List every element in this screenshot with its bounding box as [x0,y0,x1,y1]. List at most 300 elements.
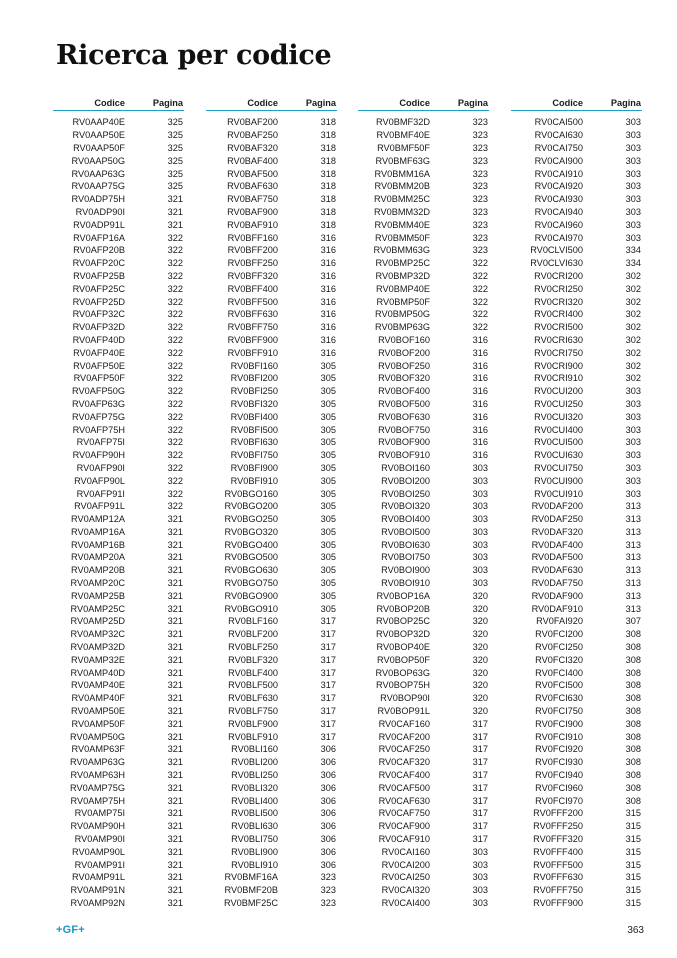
page-reference: 305 [320,424,336,435]
page-reference: 303 [625,232,641,243]
page-reference: 303 [472,526,488,537]
table-row [358,756,489,769]
page-reference: 316 [320,245,336,256]
page-reference: 325 [167,181,183,192]
page-reference: 305 [320,488,336,499]
index-column-4 [511,94,642,909]
page-reference: 306 [320,795,336,806]
table-row [358,372,489,385]
table-row [511,372,642,385]
page-reference: 316 [320,232,336,243]
page-reference: 303 [625,462,641,473]
page-reference: 303 [625,219,641,230]
page-reference: 320 [472,642,488,653]
table-row [358,308,489,321]
product-code: RV0BFF750 [227,322,278,333]
page-reference: 313 [625,590,641,601]
page-reference: 323 [472,206,488,217]
page-reference: 318 [320,117,336,128]
page-reference: 317 [472,782,488,793]
table-row [206,564,337,577]
page-reference: 325 [167,130,183,141]
product-code: RV0BLF500 [228,680,278,691]
page-reference: 303 [472,514,488,525]
page-reference: 321 [167,770,183,781]
page-reference: 321 [167,526,183,537]
table-row [53,564,184,577]
table-row [358,423,489,436]
table-row [53,231,184,244]
product-code: RV0BLI910 [231,859,278,870]
page-reference: 321 [167,206,183,217]
page-reference: 322 [472,309,488,320]
page-reference: 320 [472,706,488,717]
product-code: RV0BOP20B [376,603,430,614]
page-reference: 303 [625,386,641,397]
table-row [206,436,337,449]
product-code: RV0FCI970 [535,795,583,806]
page-reference: 320 [472,680,488,691]
product-code: RV0BOF400 [378,386,430,397]
header-page: Pagina [610,98,641,108]
product-code: RV0AFP50F [73,373,125,384]
page-reference: 317 [472,757,488,768]
page-reference: 306 [320,846,336,857]
page-reference: 302 [625,296,641,307]
table-row [511,398,642,411]
product-code: RV0DAF750 [531,578,583,589]
table-row [358,845,489,858]
table-row [53,372,184,385]
page-reference: 308 [625,680,641,691]
product-code: RV0BMP40E [376,283,430,294]
table-row [206,154,337,167]
page-reference: 318 [320,181,336,192]
table-row [511,513,642,526]
page-reference: 317 [320,706,336,717]
product-code: RV0BLI200 [231,757,278,768]
product-code: RV0CUI900 [534,475,583,486]
product-code: RV0AFP91I [76,488,125,499]
page-reference: 322 [472,296,488,307]
page-reference: 303 [625,194,641,205]
table-row [53,794,184,807]
product-code: RV0BOF900 [378,437,430,448]
product-code: RV0DAF320 [531,526,583,537]
product-code: RV0BFF900 [227,334,278,345]
product-code: RV0CAI400 [381,898,430,908]
product-code: RV0BAF400 [227,155,278,166]
table-row [511,385,642,398]
table-row [511,282,642,295]
product-code: RV0CLVI630 [530,258,583,269]
table-row [358,653,489,666]
product-code: RV0AMP50E [71,706,125,717]
table-row [511,666,642,679]
product-code: RV0DAF200 [531,501,583,512]
page-reference: 323 [472,181,488,192]
product-code: RV0AMP20A [71,552,125,563]
table-row [53,666,184,679]
product-code: RV0AFP16A [73,232,125,243]
table-row [511,244,642,257]
table-row [53,321,184,334]
table-row [53,270,184,283]
page-reference: 302 [625,270,641,281]
table-row [206,807,337,820]
table-row [511,897,642,910]
product-code: RV0AMP20C [70,578,125,589]
page-reference: 322 [167,309,183,320]
page-reference: 305 [320,539,336,550]
page-reference: 305 [320,437,336,448]
product-code: RV0AMP40D [70,667,125,678]
product-code: RV0AMP90I [74,834,125,845]
table-row [206,372,337,385]
table-row [206,129,337,142]
product-code: RV0BAF200 [227,117,278,128]
page-reference: 308 [625,782,641,793]
header-page: Pagina [305,98,336,108]
product-code: RV0CUI320 [534,411,583,422]
page-reference: 321 [167,693,183,704]
page-reference: 306 [320,782,336,793]
table-row [53,385,184,398]
page-reference: 334 [625,258,641,269]
product-code: RV0BFI900 [230,462,278,473]
product-code: RV0CAF160 [378,718,430,729]
page-reference: 305 [320,373,336,384]
product-code: RV0FCI400 [535,667,583,678]
table-row [358,577,489,590]
page-reference: 325 [167,142,183,153]
product-code: RV0BOP91L [377,706,430,717]
product-code: RV0BOI320 [381,501,430,512]
product-code: RV0BLF630 [228,693,278,704]
table-row [358,167,489,180]
page-reference: 305 [320,552,336,563]
table-row [511,270,642,283]
product-code: RV0BFI200 [230,373,278,384]
table-row [53,602,184,615]
product-code: RV0BOI750 [381,552,430,563]
page-reference: 303 [472,539,488,550]
product-code: RV0BLI320 [231,782,278,793]
product-code: RV0CAI930 [534,194,583,205]
product-code: RV0ADP75H [71,194,125,205]
page-reference: 316 [320,270,336,281]
table-row [358,871,489,884]
table-row [358,462,489,475]
page-reference: 313 [625,526,641,537]
page-reference: 305 [320,398,336,409]
page-reference: 317 [320,654,336,665]
product-code: RV0BMM25C [374,194,430,205]
table-row [358,564,489,577]
page-reference: 303 [472,578,488,589]
table-row [358,295,489,308]
table-row [358,398,489,411]
table-row [206,794,337,807]
product-code: RV0BFI400 [230,411,278,422]
page-reference: 321 [167,603,183,614]
product-code: RV0CAI940 [534,206,583,217]
page-reference: 308 [625,795,641,806]
page-reference: 306 [320,757,336,768]
product-code: RV0DAF500 [531,552,583,563]
table-row [53,730,184,743]
page-reference: 323 [472,194,488,205]
page-reference: 306 [320,859,336,870]
product-code: RV0AMP63H [70,770,125,781]
page-reference: 317 [320,693,336,704]
table-row [511,474,642,487]
product-code: RV0BAF750 [227,194,278,205]
product-code: RV0CAI910 [534,168,583,179]
table-row [358,231,489,244]
page-reference: 323 [472,168,488,179]
table-row [358,820,489,833]
table-row [358,705,489,718]
page-reference: 303 [472,859,488,870]
page-reference: 303 [625,117,641,128]
table-row [53,206,184,219]
table-row [53,334,184,347]
product-code: RV0AFP32D [72,322,125,333]
product-code: RV0BGO400 [224,539,278,550]
table-row [53,295,184,308]
page-reference: 317 [320,616,336,627]
page-reference: 316 [320,309,336,320]
table-row [358,129,489,142]
page-reference: 313 [625,501,641,512]
product-code: RV0AFP25B [73,270,125,281]
product-code: RV0BFI910 [230,475,278,486]
product-code: RV0BOF200 [378,347,430,358]
product-code: RV0FFF500 [533,859,583,870]
page-reference: 321 [167,590,183,601]
table-row [511,526,642,539]
product-code: RV0CAF630 [378,795,430,806]
table-row [53,589,184,602]
page-reference: 303 [625,181,641,192]
product-code: RV0CAI320 [381,885,430,896]
product-code: RV0BOP63G [375,667,430,678]
page-reference: 321 [167,808,183,819]
page-reference: 317 [320,680,336,691]
page-reference: 302 [625,360,641,371]
table-row [206,308,337,321]
table-row [206,756,337,769]
table-row [53,167,184,180]
table-row [206,167,337,180]
table-row [358,334,489,347]
table-row [53,398,184,411]
table-row [53,615,184,628]
product-code: RV0AMP75G [70,782,125,793]
page-reference: 303 [472,885,488,896]
table-row [206,231,337,244]
page-reference: 305 [320,565,336,576]
header-code: Codice [399,98,430,108]
product-code: RV0FCI910 [535,731,583,742]
page-reference: 321 [167,782,183,793]
product-code: RV0CUI500 [534,437,583,448]
page-reference: 318 [320,206,336,217]
product-code: RV0CRI400 [534,309,583,320]
page-reference: 316 [472,450,488,461]
table-row [53,180,184,193]
page-reference: 317 [472,731,488,742]
page-reference: 322 [167,245,183,256]
product-code: RV0BOF160 [378,334,430,345]
table-row [511,679,642,692]
table-row [206,858,337,871]
table-row [53,423,184,436]
product-code: RV0BOF500 [378,398,430,409]
page-reference: 317 [472,744,488,755]
product-code: RV0BAF910 [227,219,278,230]
table-row [53,717,184,730]
table-row [511,167,642,180]
product-code: RV0AMP91N [70,885,125,896]
page-reference: 322 [472,270,488,281]
page-reference: 318 [320,168,336,179]
table-row [358,282,489,295]
page-reference: 321 [167,629,183,640]
table-row [53,743,184,756]
table-row [358,257,489,270]
table-row [511,884,642,897]
product-code: RV0AMP12A [71,514,125,525]
product-code: RV0AFP75G [72,411,125,422]
page-reference: 305 [320,475,336,486]
page-reference: 303 [625,411,641,422]
page-reference: 321 [167,654,183,665]
page-reference: 322 [167,450,183,461]
product-code: RV0AMP92N [70,898,125,908]
page-reference: 321 [167,859,183,870]
product-code: RV0DAF900 [531,590,583,601]
page-reference: 315 [625,872,641,883]
table-row [511,154,642,167]
page-reference: 317 [472,834,488,845]
product-code: RV0BLF160 [228,616,278,627]
product-code: RV0BLF900 [228,718,278,729]
product-code: RV0BOI910 [381,578,430,589]
table-row [206,653,337,666]
table-row [511,589,642,602]
page-reference: 308 [625,642,641,653]
table-row [358,116,489,129]
product-code: RV0AFP75I [76,437,125,448]
product-code: RV0AMP40E [71,680,125,691]
product-code: RV0AFP40D [72,334,125,345]
product-code: RV0BOP16A [376,590,430,601]
table-row [358,180,489,193]
page-reference: 313 [625,565,641,576]
table-row [358,692,489,705]
product-code: RV0DAF400 [531,539,583,550]
table-row [53,129,184,142]
table-row [358,781,489,794]
table-row [206,615,337,628]
page-reference: 322 [167,501,183,512]
table-row [511,641,642,654]
table-row [511,142,642,155]
table-row [511,193,642,206]
product-code: RV0DAF910 [531,603,583,614]
table-row [511,462,642,475]
table-row [511,538,642,551]
table-row [358,538,489,551]
product-code: RV0BMP50F [376,296,430,307]
table-row [511,500,642,513]
table-row [511,730,642,743]
table-row [511,564,642,577]
product-code: RV0BMM20B [374,181,430,192]
product-code: RV0FCI960 [535,782,583,793]
page-reference: 305 [320,514,336,525]
product-code: RV0DAF630 [531,565,583,576]
product-code: RV0AMP20B [71,565,125,576]
page-reference: 316 [320,322,336,333]
table-row [358,206,489,219]
product-code: RV0BMF20B [224,885,278,896]
product-code: RV0CRI320 [534,296,583,307]
table-row [511,577,642,590]
table-row [511,653,642,666]
page-reference: 305 [320,411,336,422]
table-row [511,743,642,756]
table-row [358,154,489,167]
page-reference: 316 [472,386,488,397]
page-reference: 303 [625,206,641,217]
product-code: RV0FCI900 [535,718,583,729]
table-row [358,513,489,526]
page-reference: 318 [320,155,336,166]
product-code: RV0AMP32E [71,654,125,665]
product-code: RV0FFF400 [533,846,583,857]
table-row [53,820,184,833]
page-reference: 323 [472,232,488,243]
page-reference: 316 [320,347,336,358]
page-reference: 305 [320,590,336,601]
product-code: RV0BMF50F [377,142,430,153]
table-row [511,231,642,244]
table-row [511,295,642,308]
table-row [511,218,642,231]
product-code: RV0BMM50F [375,232,430,243]
product-code: RV0CRI910 [534,373,583,384]
page-reference: 322 [167,437,183,448]
product-code: RV0AFP25C [72,283,125,294]
product-code: RV0BFI500 [230,424,278,435]
table-row [206,410,337,423]
table-row [511,615,642,628]
product-code: RV0FCI320 [535,654,583,665]
product-code: RV0CAI250 [381,872,430,883]
page-reference: 305 [320,578,336,589]
page-reference: 303 [625,130,641,141]
table-row [53,628,184,641]
table-row [358,436,489,449]
page-reference: 321 [167,552,183,563]
product-code: RV0BMP32D [375,270,430,281]
page-reference: 308 [625,706,641,717]
page-reference: 322 [472,258,488,269]
page-reference: 317 [320,642,336,653]
